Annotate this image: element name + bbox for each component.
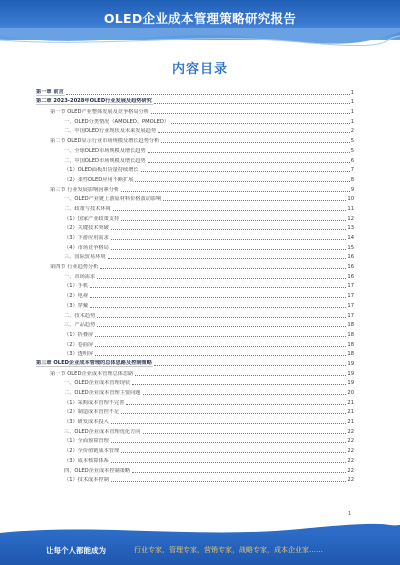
toc-entry-page: 19	[347, 380, 354, 387]
toc-leader-dots	[132, 384, 346, 385]
toc-entry-title: 三、产品趋势	[64, 322, 96, 329]
toc-entry[interactable]	[36, 115, 354, 125]
toc-entry[interactable]	[36, 183, 354, 193]
toc-entry-title: （1）OLED面板出货量持续增长	[64, 167, 139, 174]
toc-entry-page: 17	[347, 302, 354, 309]
toc-entry-title: 第一节 OLED产业整体发展及竞争格局分析	[50, 109, 149, 116]
toc-entry[interactable]	[36, 435, 354, 445]
toc-leader-dots	[148, 162, 350, 163]
toc-entry-title: 二、OLED企业成本管理主要问题	[64, 390, 141, 396]
toc-leader-dots	[121, 220, 346, 221]
toc-entry-page: 6	[350, 157, 354, 164]
toc-entry-page: 5	[350, 138, 354, 145]
toc-entry-page: 1	[350, 99, 354, 106]
toc-entry[interactable]	[36, 154, 354, 164]
toc-leader-dots	[95, 336, 346, 337]
toc-entry-page: 9	[350, 186, 354, 193]
toc-entry-page: 17	[347, 293, 354, 300]
toc-entry-page: 22	[347, 457, 354, 464]
toc-entry-page: 19	[347, 360, 354, 367]
toc-entry-title: （1）手机	[64, 283, 89, 290]
toc-entry-title: 二、政策与技术环境	[64, 205, 111, 212]
toc-leader-dots	[148, 152, 350, 153]
toc-entry-title: 三、国际贸易环境	[64, 254, 106, 261]
toc-entry-title: 第三节 行业发展影响因素分析	[50, 186, 120, 193]
toc-entry-title: （3）成本核算体系	[64, 457, 109, 464]
toc-entry[interactable]	[36, 231, 354, 241]
toc-entry-page: 15	[347, 244, 354, 251]
toc-leader-dots	[121, 452, 346, 453]
toc-entry-page: 12	[347, 215, 354, 222]
toc-leader-dots	[151, 113, 350, 114]
toc-entry[interactable]	[36, 86, 354, 96]
toc-entry-page: 17	[347, 312, 354, 319]
toc-entry-title: 第三章 OLED企业成本管理的总体思路及控制策略	[36, 359, 152, 366]
toc-entry-title: （1）采购成本管理不完善	[64, 399, 125, 406]
toc-entry-title: （3）研发成本投入	[64, 419, 109, 426]
toc-entry-page: 22	[347, 448, 354, 455]
toc-list	[36, 86, 354, 483]
toc-leader-dots	[90, 307, 346, 308]
toc-entry[interactable]	[36, 406, 354, 416]
toc-entry[interactable]	[36, 328, 354, 338]
toc-leader-dots	[95, 346, 346, 347]
toc-entry[interactable]	[36, 202, 354, 212]
toc-entry-title: 第一章 前言	[36, 88, 64, 95]
toc-entry-page: 21	[347, 409, 354, 416]
toc-entry[interactable]	[36, 444, 354, 454]
toc-entry-page: 5	[350, 147, 354, 154]
toc-entry-title: 一、市场需求	[64, 273, 96, 280]
toc-entry-page: 1	[350, 109, 354, 116]
toc-entry-title: （1）技术成本控制	[64, 477, 109, 484]
toc-entry-page: 7	[350, 167, 354, 174]
toc-leader-dots	[126, 404, 346, 405]
toc-entry-title: 二、技术趋势	[64, 312, 96, 319]
footer-slogan: 让每个人都能成为	[46, 546, 106, 555]
toc-leader-dots	[121, 413, 346, 414]
toc-entry[interactable]	[36, 299, 354, 309]
toc-entry[interactable]	[36, 377, 354, 387]
toc-entry-title: （3）穿戴	[64, 302, 89, 309]
toc-leader-dots	[111, 442, 347, 443]
toc-entry-page: 18	[347, 322, 354, 329]
toc-leader-dots	[135, 181, 349, 182]
toc-entry[interactable]	[36, 338, 354, 348]
toc-leader-dots	[113, 210, 347, 211]
toc-entry-title: 二、中国OLED行业现状及未来发展趋势	[64, 128, 157, 135]
toc-entry-title: 一、OLED产业链上游原材料价格波动影响	[64, 196, 162, 203]
toc-entry-page: 17	[347, 283, 354, 290]
toc-entry[interactable]	[36, 289, 354, 299]
toc-entry-page: 21	[347, 399, 354, 406]
toc-entry-title: 三、OLED企业成本管理优化方向	[64, 428, 141, 435]
toc-entry[interactable]	[36, 241, 354, 251]
toc-entry-page: 16	[347, 264, 354, 271]
toc-leader-dots	[111, 423, 347, 424]
toc-leader-dots	[154, 103, 350, 104]
toc-entry[interactable]	[36, 212, 354, 222]
toc-entry[interactable]	[36, 222, 354, 232]
toc-entry[interactable]	[36, 164, 354, 174]
toc-entry-page: 16	[347, 273, 354, 280]
toc-leader-dots	[111, 481, 347, 482]
toc-entry-page: 19	[347, 370, 354, 377]
toc-entry[interactable]	[36, 260, 354, 270]
toc-entry[interactable]	[36, 280, 354, 290]
header-wave-decoration	[0, 28, 400, 50]
report-title: OLED企业成本管理策略研究报告	[103, 11, 297, 26]
toc-entry[interactable]	[36, 251, 354, 261]
toc-leader-dots	[97, 317, 346, 318]
toc-entry-title: （2）电视	[64, 293, 89, 300]
toc-entry-title: 第四节 行业趋势分析	[50, 264, 99, 271]
toc-leader-dots	[171, 123, 350, 124]
toc-entry-page: 20	[347, 390, 354, 396]
toc-entry[interactable]	[36, 193, 354, 203]
toc-entry-page: 1	[350, 89, 354, 96]
toc-entry-page: 1	[350, 118, 354, 125]
toc-entry-title: （2）柔性OLED应用不断扩展	[64, 176, 134, 183]
toc-entry-title: （2）关键技术突破	[64, 225, 109, 232]
toc-leader-dots	[108, 258, 347, 259]
toc-entry[interactable]	[36, 319, 354, 329]
toc-leader-dots	[111, 462, 347, 463]
toc-entry-title: 一、全球OLED市场规模及增长趋势	[64, 147, 146, 154]
toc-entry-page: 14	[347, 235, 354, 241]
page-number: 1	[348, 511, 352, 517]
toc-leader-dots	[90, 287, 346, 288]
toc-leader-dots	[143, 433, 347, 434]
toc-entry-title: 第二章 2023-2028年OLED行业发展及趋势研究	[36, 98, 152, 105]
toc-leader-dots	[111, 229, 347, 230]
toc-entry[interactable]	[36, 425, 354, 435]
toc-entry[interactable]	[36, 396, 354, 406]
toc-entry-page: 18	[347, 341, 354, 348]
toc-entry[interactable]	[36, 270, 354, 280]
toc-entry-title: （2）全价值链成本管理	[64, 448, 120, 455]
toc-entry-page: 22	[347, 438, 354, 445]
toc-entry[interactable]	[36, 309, 354, 319]
toc-leader-dots	[66, 94, 350, 95]
toc-leader-dots	[121, 191, 350, 192]
toc-entry-title: （2）制造成本管控不足	[64, 409, 120, 416]
toc-entry-title: （3）透明屏	[64, 351, 94, 358]
toc-entry[interactable]	[36, 348, 354, 358]
toc-entry-title: 四、OLED企业成本控制策略	[64, 467, 131, 474]
toc-entry-title: （3）下游应用需求	[64, 235, 109, 241]
toc-leader-dots	[143, 394, 347, 395]
toc-entry-title: 第二节 OLED显示行业市场规模及增长趋势分析	[50, 138, 160, 145]
toc-leader-dots	[111, 249, 347, 250]
toc-entry-page: 22	[347, 428, 354, 435]
toc-entry-title: （1）国家产业政策支持	[64, 215, 120, 222]
toc-leader-dots	[135, 375, 346, 376]
toc-entry[interactable]	[36, 105, 354, 115]
toc-entry[interactable]	[36, 134, 354, 144]
toc-entry-page: 2	[350, 128, 354, 135]
toc-entry-page: 16	[347, 254, 354, 261]
toc-leader-dots	[90, 297, 346, 298]
toc-entry[interactable]	[36, 454, 354, 464]
toc-leader-dots	[158, 132, 350, 133]
toc-entry-page: 13	[347, 225, 354, 232]
toc-entry[interactable]	[36, 96, 354, 106]
toc-entry[interactable]	[36, 474, 354, 484]
toc-heading: 内容目录	[171, 62, 228, 77]
toc-entry-page: 21	[347, 419, 354, 426]
toc-entry[interactable]	[36, 173, 354, 183]
toc-entry-title: 一、OLED分类情况（AMOLED、PMOLED）	[64, 118, 170, 125]
toc-entry-title: （2）卷曲屏	[64, 341, 94, 348]
toc-leader-dots	[132, 472, 346, 473]
toc-entry-title: 二、中国OLED市场规模及增长趋势	[64, 157, 146, 164]
toc-leader-dots	[97, 278, 346, 279]
toc-leader-dots	[95, 355, 346, 356]
toc-leader-dots	[154, 365, 346, 366]
toc-entry-page: 8	[350, 176, 354, 183]
toc-entry[interactable]	[36, 144, 354, 154]
footer-roles: 行业专家，管理专家，营销专家，战略专家，成本企业家……	[134, 546, 323, 554]
toc-entry[interactable]	[36, 357, 354, 367]
toc-leader-dots	[141, 171, 350, 172]
toc-leader-dots	[161, 142, 349, 143]
toc-leader-dots	[100, 268, 346, 269]
toc-entry[interactable]	[36, 464, 354, 474]
toc-entry-page: 18	[347, 351, 354, 358]
toc-entry-page: 10	[347, 196, 354, 203]
toc-entry[interactable]	[36, 415, 354, 425]
toc-leader-dots	[97, 326, 346, 327]
toc-leader-dots	[163, 200, 346, 201]
toc-entry-page: 11	[347, 205, 354, 212]
toc-entry[interactable]	[36, 125, 354, 135]
toc-entry-title: （1）全面预算管理	[64, 438, 109, 445]
toc-entry-page: 22	[347, 467, 354, 474]
toc-entry-title: 第一节 OLED企业成本管理总体思路	[50, 370, 134, 377]
toc-entry-page: 18	[347, 331, 354, 338]
toc-leader-dots	[111, 239, 347, 240]
toc-entry-title: （1）折叠屏	[64, 331, 94, 338]
toc-entry[interactable]	[36, 367, 354, 377]
toc-entry-title: （4）市场竞争格局	[64, 244, 109, 251]
toc-entry-title: 一、OLED企业成本管理现状	[64, 380, 131, 387]
toc-entry[interactable]	[36, 386, 354, 396]
toc-entry-page: 22	[347, 477, 354, 484]
